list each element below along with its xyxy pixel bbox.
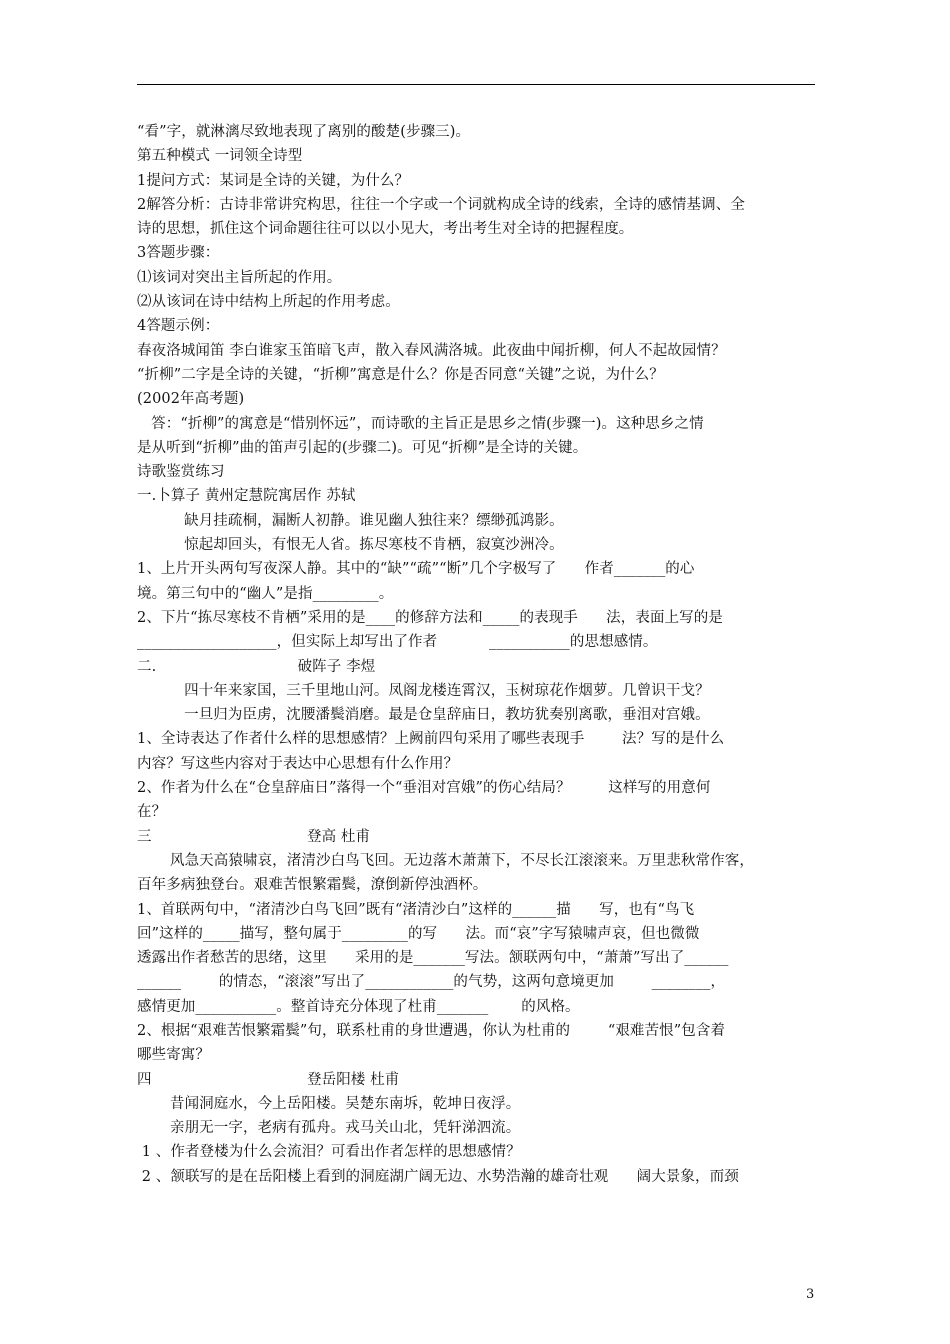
text-line: 春夜洛城闻笛 李白谁家玉笛暗飞声，散入春风满洛城。此夜曲中闻折柳，何人不起故园情？ — [137, 342, 726, 359]
text-line: 内容？写这些内容对于表达中心思想有什么作用？ — [137, 755, 459, 772]
header-rule — [137, 84, 815, 85]
text-line: 感情更加___________。整首诗充分体现了杜甫_______ 的风格。 — [137, 998, 580, 1015]
text-line: ______ 的情态，“滚滚”写出了____________的气势，这两句意境更加 ________， — [137, 974, 726, 991]
text-line: 回”这样的_____描写，整句属于_________的写 法。而“哀”字写猿啸声哀，但也微微 — [137, 925, 700, 942]
text-line: ⑵从该词在诗中结构上所起的作用考虑。 — [137, 294, 400, 311]
text-line: 缺月挂疏桐，漏断人初静。谁见幽人独往来？缥缈孤鸿影。 — [137, 512, 564, 529]
text-line: 一.卜算子 黄州定慧院寓居作 苏轼 — [137, 488, 356, 505]
text-line: 1提问方式：某词是全诗的关键，为什么？ — [137, 172, 410, 189]
text-line: 2、下片“拣尽寒枝不肯栖”采用的是____的修辞方法和_____的表现手 法，表面上写的是 — [137, 609, 723, 626]
text-line: 答：“折柳”的寓意是“惜别怀远”，而诗歌的主旨正是思乡之情(步骤一)。这种思乡之情 — [137, 415, 704, 432]
text-line: 诗的思想，抓住这个词命题往往可以以小见大，考出考生对全诗的把握程度。 — [137, 221, 634, 238]
text-line: 二. 破阵子 李煜 — [137, 658, 376, 675]
text-line: “折柳”二字是全诗的关键，“折柳”寓意是什么？你是否同意“关键”之说，为什么？ — [137, 366, 664, 383]
text-line: 昔闻洞庭水，今上岳阳楼。吴楚东南坼，乾坤日夜浮。 — [137, 1095, 521, 1112]
text-line: 透露出作者愁苦的思绪，这里 采用的是_______写法。颔联两句中，“萧萧”写出了______ — [137, 950, 729, 967]
text-line: 3答题步骤： — [137, 245, 220, 262]
page-number: 3 — [806, 1287, 815, 1302]
document-body — [137, 120, 817, 1189]
text-line: 四 登岳阳楼 杜甫 — [137, 1071, 400, 1088]
text-line: 1 、作者登楼为什么会流泪？可看出作者怎样的思想感情？ — [137, 1144, 521, 1161]
text-line: 三 登高 杜甫 — [137, 828, 371, 845]
text-line: 2、作者为什么在“仓皇辞庙日”落得一个“垂泪对宫娥”的伤心结局？ 这样写的用意何 — [137, 780, 711, 797]
text-line: 境。第三句中的“幽人”是指_________。 — [137, 585, 394, 602]
text-line: 1、全诗表达了作者什么样的思想感情？上阙前四句采用了哪些表现手 法？写的是什么 — [137, 731, 725, 748]
text-line: ___________________，但实际上却写出了作者 ___________的思想感情。 — [137, 634, 658, 651]
text-line: 第五种模式 一词领全诗型 — [137, 148, 303, 165]
text-line: “看”字，就淋漓尽致地表现了离别的酸楚(步骤三)。 — [137, 124, 471, 140]
text-line: (2002年高考题) — [137, 391, 245, 408]
text-line: 哪些寄寓？ — [137, 1047, 210, 1064]
text-line: 百年多病独登台。艰难苦恨繁霜鬓，潦倒新停浊酒杯。 — [137, 877, 488, 894]
text-line: 2、根据“艰难苦恨繁霜鬓”句，联系杜甫的身世遭遇，你认为杜甫的 “艰难苦恨”包含着 — [137, 1022, 726, 1039]
text-line: 惊起却回头，有恨无人省。拣尽寒枝不肯栖，寂寞沙洲冷。 — [137, 537, 564, 554]
text-line: 四十年来家国，三千里地山河。凤阁龙楼连霄汉，玉树琼花作烟萝。几曾识干戈？ — [137, 682, 710, 699]
text-line: 在？ — [137, 804, 167, 821]
text-line: 4答题示例： — [137, 318, 220, 335]
text-line: 亲朋无一字，老病有孤舟。戎马关山北，凭轩涕泗流。 — [137, 1120, 521, 1137]
text-line: 2解答分析：古诗非常讲究构思，往往一个字或一个词就构成全诗的线索，全诗的感情基调、全 — [137, 196, 745, 213]
text-line: 1、首联两句中，“渚清沙白鸟飞回”既有“渚清沙白”这样的______描 写，也有“鸟飞 — [137, 901, 695, 918]
text-line: 风急天高猿啸哀，渚清沙白鸟飞回。无边落木萧萧下，不尽长江滚滚来。万里悲秋常作客， — [137, 852, 754, 869]
text-line: ⑴该词对突出主旨所起的作用。 — [137, 269, 342, 286]
text-line: 1、上片开头两句写夜深人静。其中的“缺”“疏”“断”几个字极写了 作者_______的心 — [137, 561, 695, 578]
text-line: 诗歌鉴赏练习 — [137, 464, 225, 481]
text-line: 2 、颔联写的是在岳阳楼上看到的洞庭湖广阔无边、水势浩瀚的雄奇壮观 阔大景象，而颈 — [137, 1168, 739, 1185]
text-line: 是从听到“折柳”曲的笛声引起的(步骤二)。可见“折柳”是全诗的关键。 — [137, 439, 588, 456]
text-line: 一旦归为臣虏，沈腰潘鬓消磨。最是仓皇辞庙日，教坊犹奏别离歌，垂泪对宫娥。 — [137, 707, 710, 724]
